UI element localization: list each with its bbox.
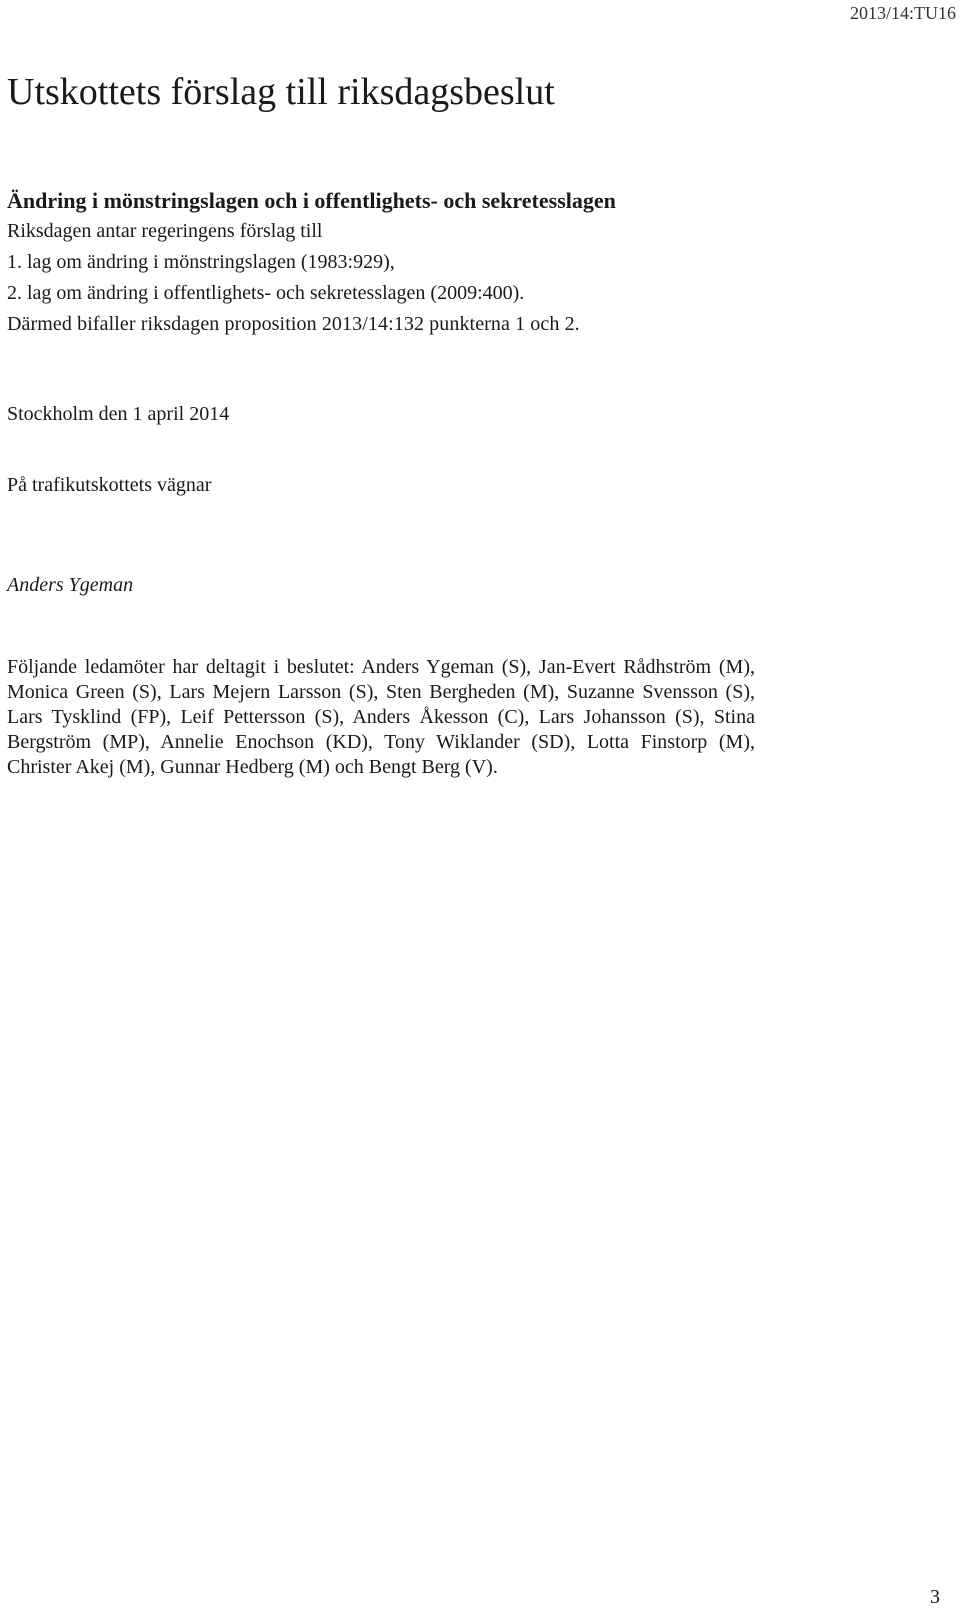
proposal-conclusion: Därmed bifaller riksdagen proposition 2013/14:132 punkterna 1 och 2.: [7, 313, 580, 335]
proposal-section: [7, 186, 947, 340]
place-date: Stockholm den 1 april 2014: [7, 403, 230, 425]
page-number: 3: [930, 1586, 940, 1608]
proposal-intro: Riksdagen antar regeringens förslag till: [7, 220, 323, 242]
document-id: 2013/14:TU16: [850, 3, 956, 23]
page-title: Utskottets förslag till riksdagsbeslut: [7, 71, 555, 113]
on-behalf-line: På trafikutskottets vägnar: [7, 474, 212, 496]
proposal-item-1: 1. lag om ändring i mönstringslagen (1983:929),: [7, 251, 395, 273]
proposal-heading: Ändring i mönstringslagen och i offentlighets- och sekretesslagen: [7, 188, 616, 213]
participating-members: Följande ledamöter har deltagit i beslutet: Anders Ygeman (S), Jan-Evert Rådhström (M), Monica Green (S), Lars Mejern Larsson (S), Sten Bergheden (M), Suzanne Svensson (S), Lars Tysklind (FP), Leif Pettersson (S), Anders Åkesson (C), Lars Johansson (S), Stina Bergström (MP), Annelie Enochson (KD), Tony Wiklander (SD), Lotta Finstorp (M), Christer Akej (M), Gunnar Hedberg (M) och Bengt Berg (V).: [7, 656, 755, 778]
proposal-item-2: 2. lag om ändring i offentlighets- och sekretesslagen (2009:400).: [7, 282, 525, 304]
chair-signature: Anders Ygeman: [7, 574, 134, 596]
